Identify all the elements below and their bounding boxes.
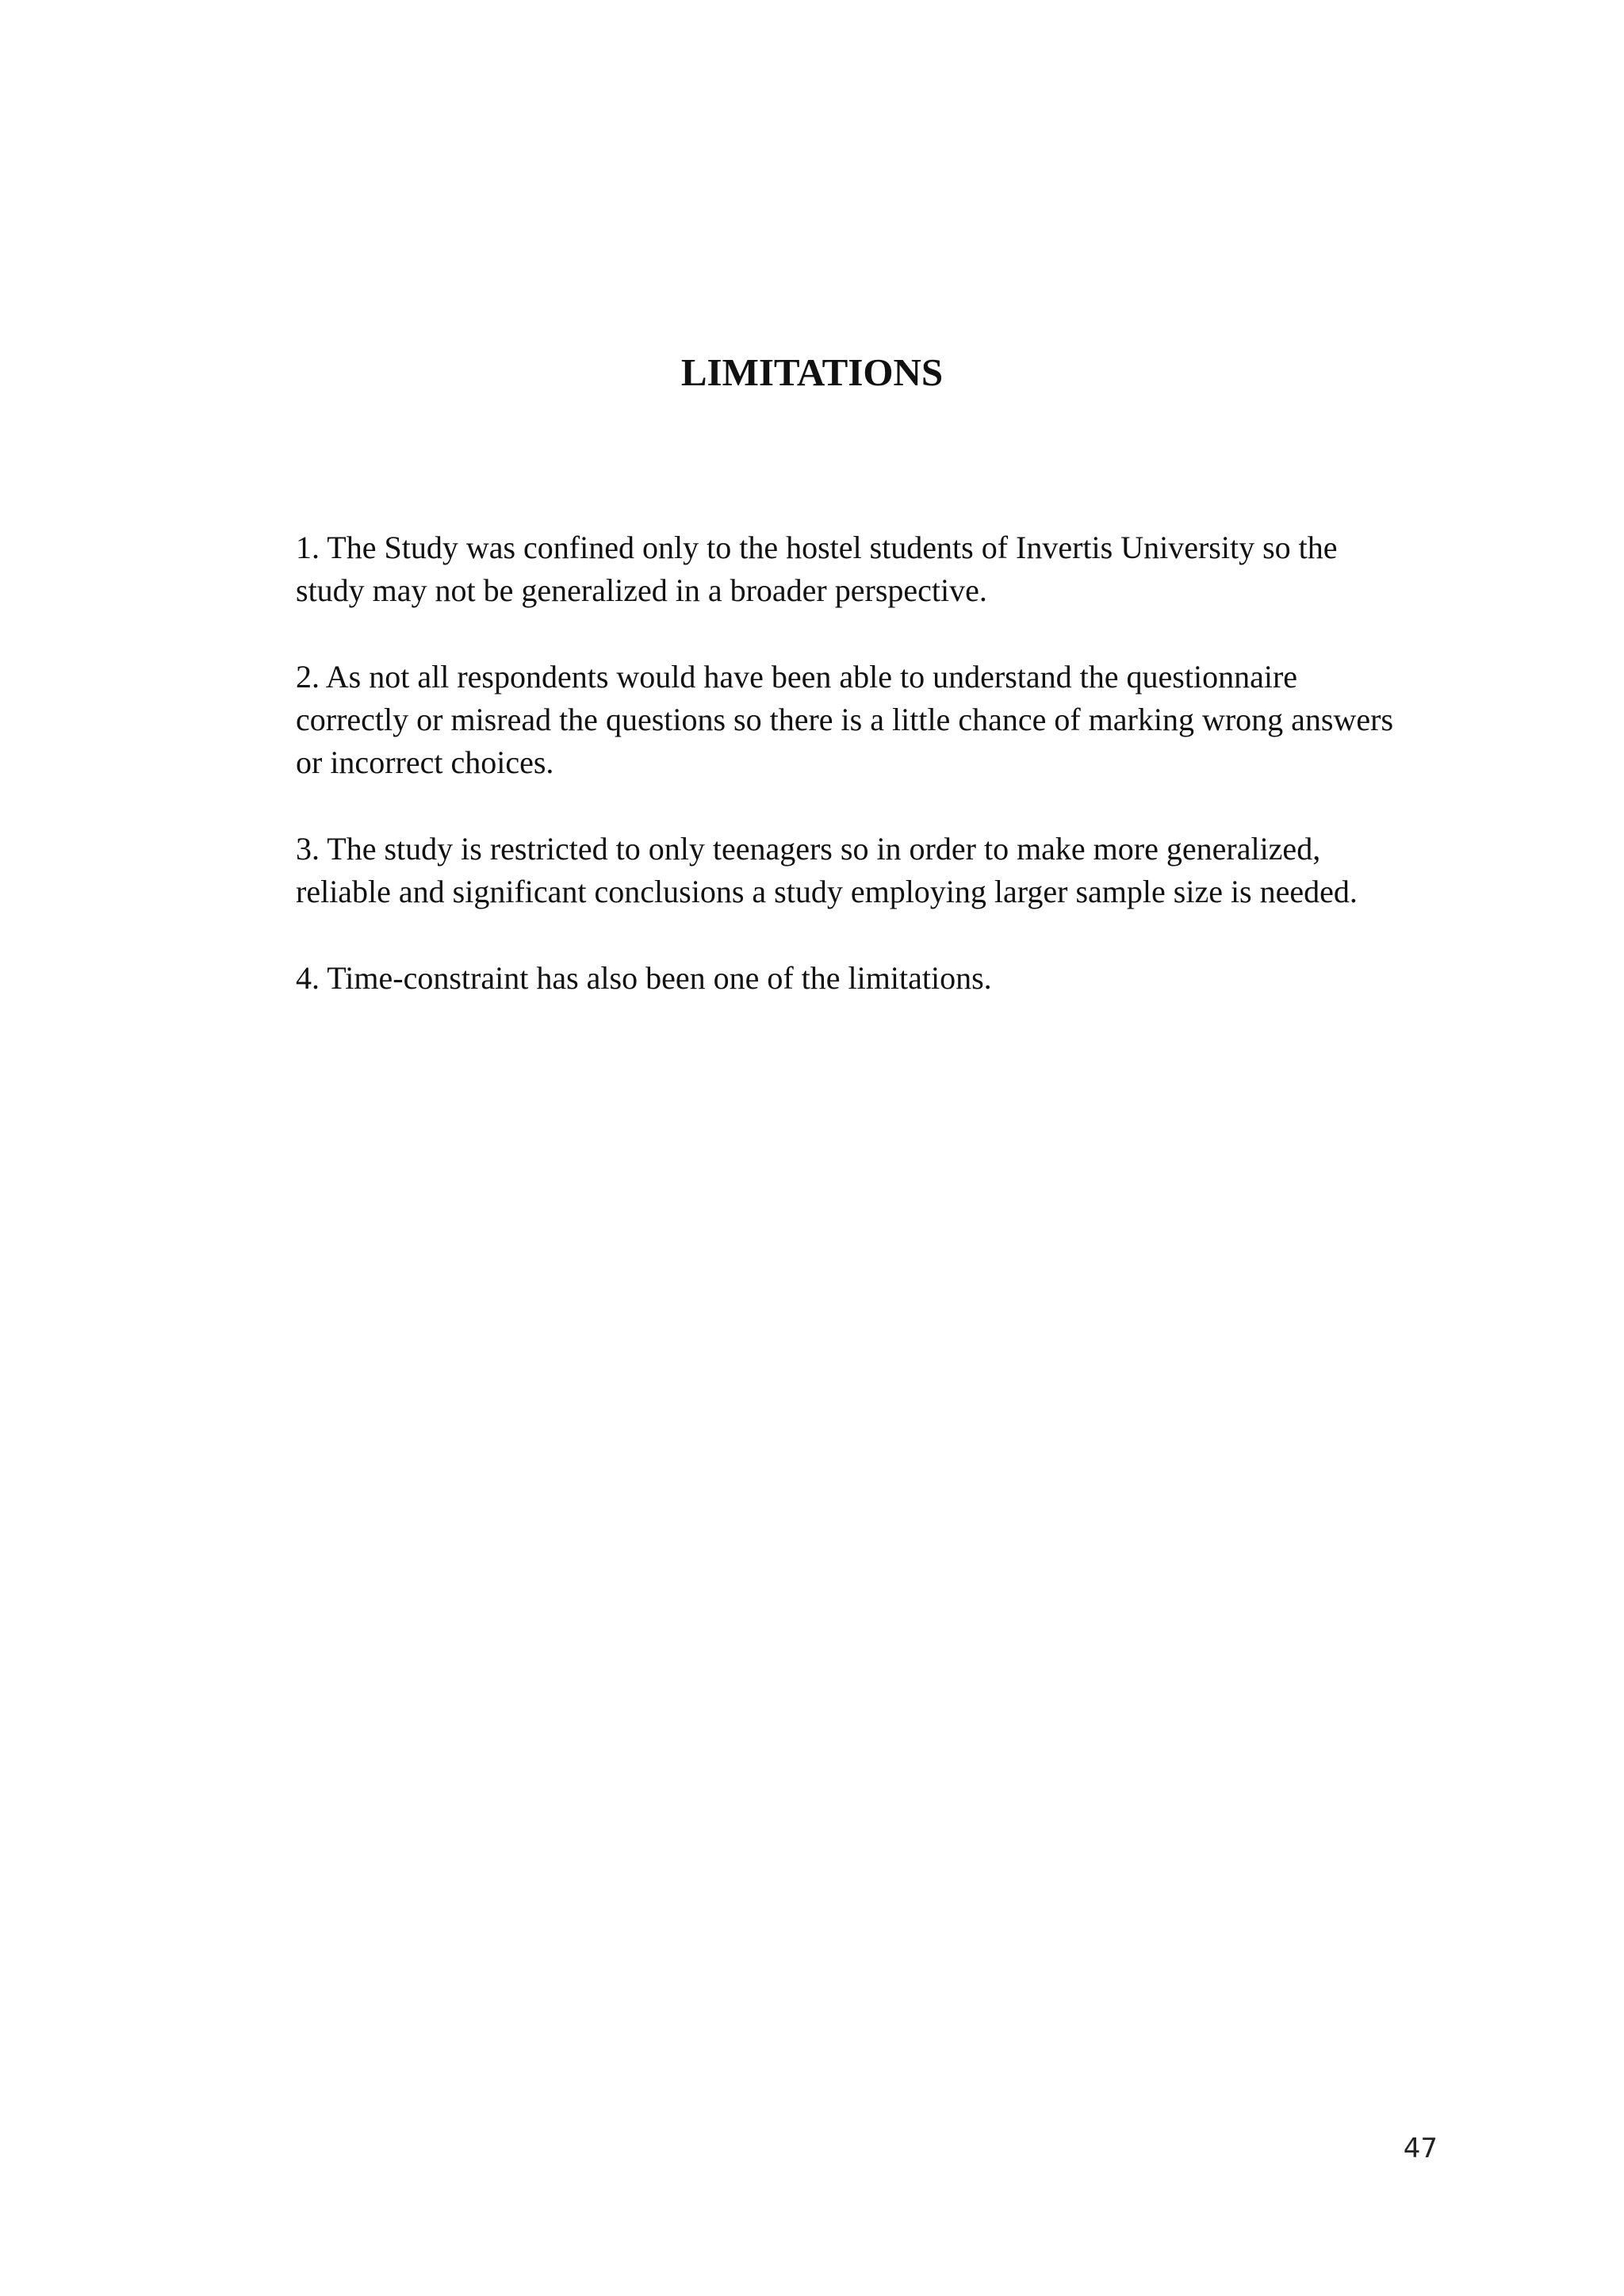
limitation-line: 4. Time-constraint has also been one of the limitations.: [296, 960, 992, 996]
limitation-line: 2. As not all respondents would have been able to understand the questionnaire: [296, 659, 1298, 695]
limitation-line: 3. The study is restricted to only teenagers so in order to make more generalized,: [296, 831, 1321, 867]
limitation-line: correctly or misread the questions so there is a little chance of marking wrong answers: [296, 702, 1394, 737]
limitation-line: study may not be generalized in a broader perspective.: [296, 572, 987, 608]
limitation-item: [296, 656, 1454, 784]
limitation-item: [296, 526, 1454, 612]
limitation-line: 1. The Study was confined only to the hostel students of Invertis University so the: [296, 530, 1338, 565]
limitation-item: [296, 957, 1454, 1000]
limitation-line: reliable and significant conclusions a study employing larger sample size is needed.: [296, 874, 1358, 909]
limitations-list: [296, 526, 1454, 1043]
page-title-text: LIMITATIONS: [680, 350, 944, 394]
page-title: [0, 349, 1624, 396]
page-number: 47: [1403, 2133, 1438, 2164]
limitation-line: or incorrect choices.: [296, 744, 554, 780]
limitation-item: [296, 828, 1454, 913]
